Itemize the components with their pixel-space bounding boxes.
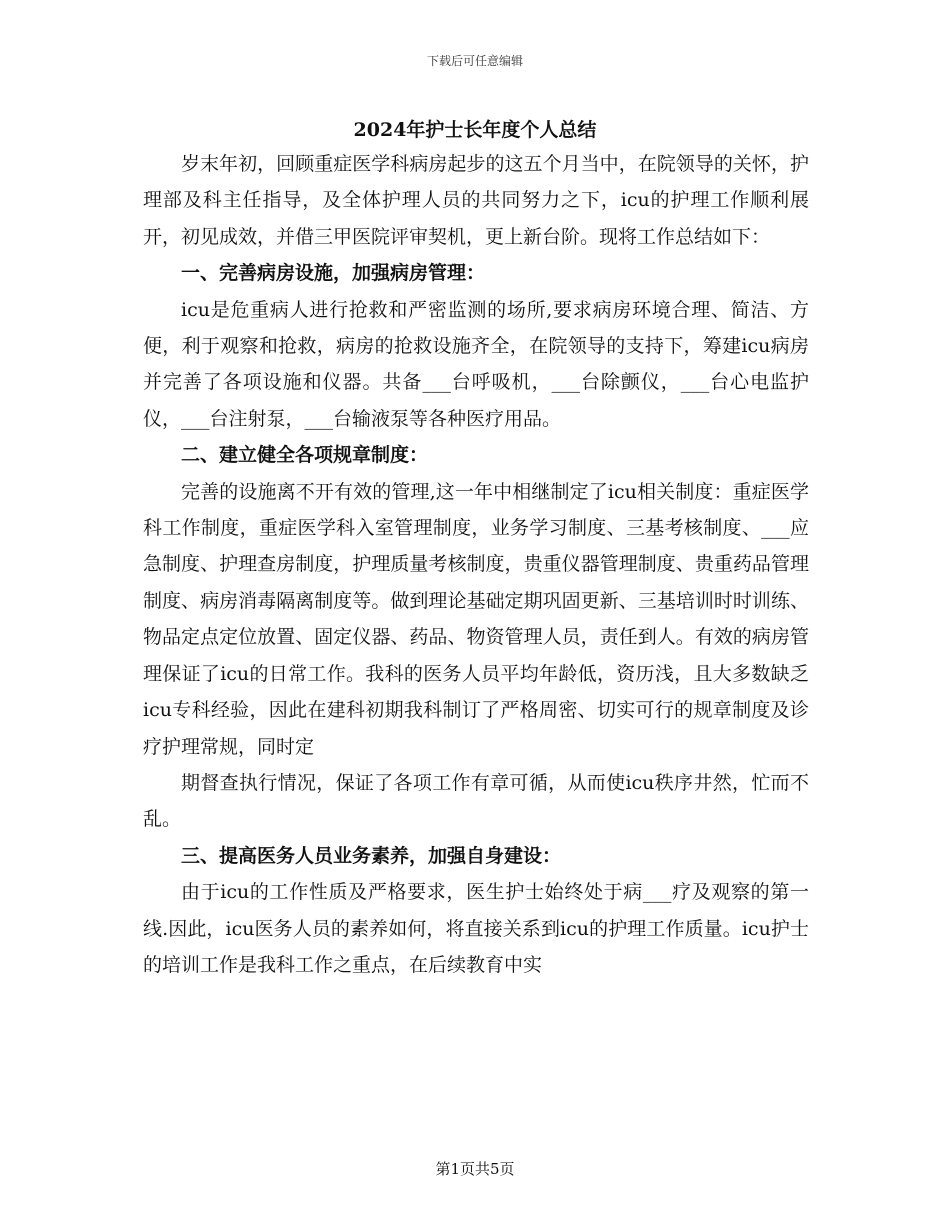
staff-quality-paragraph: 由于icu的工作性质及严格要求，医生护士始终处于病___疗及观察的第一线.因此，icu医务人员的素养如何，将直接关系到icu的护理工作质量。icu护士的培训工作是我科工作之重点，在后续教育中实: [143, 881, 809, 976]
intro-paragraph: 岁末年初，回顾重症医学科病房起步的这五个月当中，在院领导的关怀，护理部及科主任指导，及全体护理人员的共同努力之下，icu的护理工作顺利展开，初见成效，并借三甲医院评审契机，更上新台阶。现将工作总结如下：: [143, 153, 809, 248]
facilities-paragraph: icu是危重病人进行抢救和严密监测的场所,要求病房环境合理、简洁、方便，利于观察和抢救，病房的抢救设施齐全，在院领导的支持下，筹建icu病房并完善了各项设施和仪器。共备___台呼吸机，___台除颤仪，___台心电监护仪，___台注射泵，___台输液泵等各种医疗用品。: [143, 298, 809, 430]
document-body: [143, 146, 809, 983]
regulations-continuation-paragraph: 期督查执行情况，保证了各项工作有章可循，从而使icu秩序井然，忙而不乱。: [143, 771, 809, 831]
section-heading-staff-quality: 三、提高医务人员业务素养，加强自身建设：: [181, 844, 562, 867]
document-title: 2024年护士长年度个人总结: [353, 119, 597, 141]
section-heading-regulations: 二、建立健全各项规章制度：: [181, 444, 429, 467]
regulations-paragraph: 完善的设施离不开有效的管理,这一年中相继制定了icu相关制度：重症医学科工作制度，重症医学科入室管理制度，业务学习制度、三基考核制度、___应急制度、护理查房制度，护理质量考核制度，贵重仪器管理制度、贵重药品管理制度、病房消毒隔离制度等。做到理论基础定期巩固更新、三基培训时时训练、物品定点定位放置、固定仪器、药品、物资管理人员，责任到人。有效的病房管理保证了icu的日常工作。我科的医务人员平均年龄低，资历浅，且大多数缺乏icu专科经验，因此在建科初期我科制订了严格周密、切实可行的规章制度及诊疗护理常规，同时定: [143, 480, 809, 758]
section-heading-facilities: 一、完善病房设施，加强病房管理：: [181, 262, 486, 285]
header-note: 下载后可任意编辑: [426, 54, 523, 68]
page-number-footer: 第1页共5页: [435, 1160, 515, 1178]
